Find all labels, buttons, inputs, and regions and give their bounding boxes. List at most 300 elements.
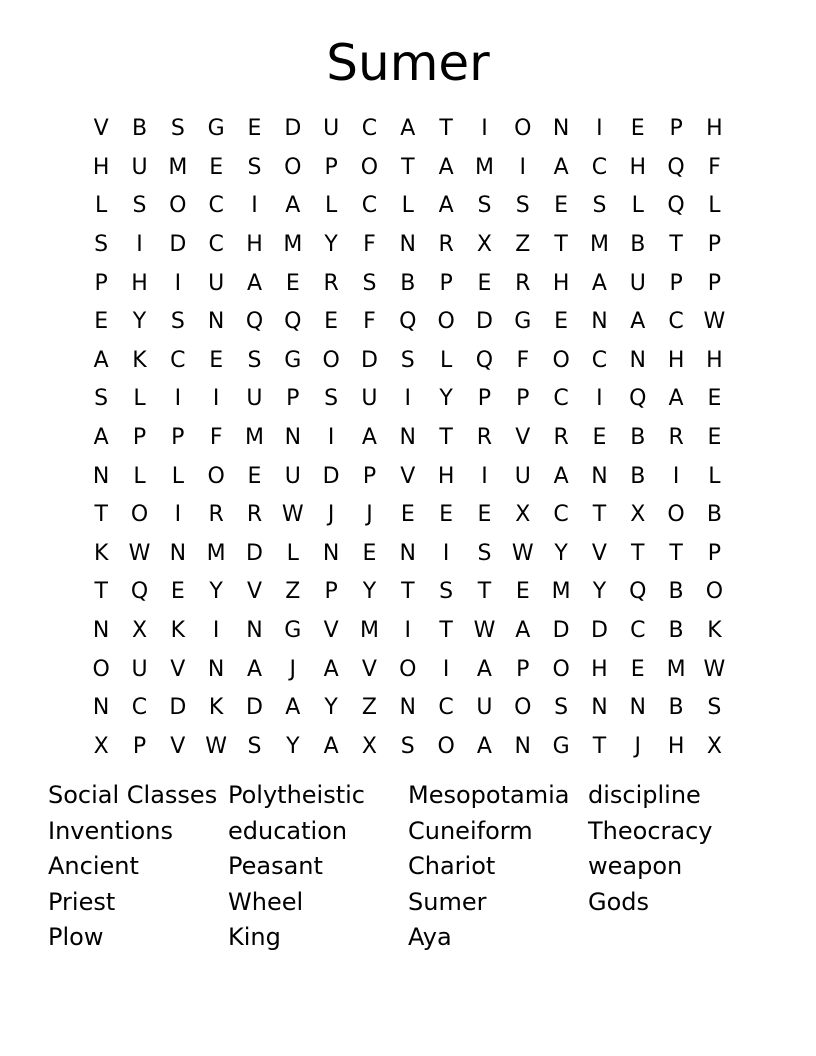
grid-letter: O [130,502,149,528]
grid-letter: E [285,270,300,296]
grid-letter: K [132,347,147,373]
grid-letter: H [667,733,685,759]
grid-letter: V [170,656,186,682]
grid-letter: P [132,733,147,759]
grid-letter: L [631,193,644,219]
grid-letter: Y [439,386,453,412]
grid-letter: E [362,540,377,566]
grid-letter: D [360,347,378,373]
grid-letter: B [706,502,722,528]
grid-letter: D [322,463,340,489]
grid-letter: V [400,463,416,489]
word-list-item: Inventions [48,816,173,845]
grid-row [82,612,734,651]
grid-letter: O [169,193,187,219]
grid-row [82,650,734,689]
word-list-item: Gods [588,887,650,916]
grid-letter: X [361,733,377,759]
grid-letter: V [93,116,109,142]
grid-letter: T [554,232,568,258]
grid-letter: E [324,309,339,335]
grid-letter: E [630,116,645,142]
grid-letter: A [246,270,262,296]
grid-letter: Q [667,193,685,219]
grid-letter: O [322,347,340,373]
grid-letter: U [246,386,263,412]
grid-letter: Y [132,309,147,335]
grid-letter: S [707,695,722,721]
grid-letter: H [552,270,570,296]
grid-row [82,149,734,188]
grid-letter: B [668,618,684,644]
grid-letter: F [708,154,721,180]
grid-letter: A [285,193,301,219]
grid-letter: D [169,695,187,721]
grid-letter: N [629,347,646,373]
grid-letter: N [591,695,608,721]
grid-letter: V [246,579,262,605]
grid-letter: F [209,425,223,451]
grid-letter: U [629,270,646,296]
grid-letter: L [95,193,108,219]
grid-letter: P [516,386,530,412]
grid-letter: P [707,540,722,566]
grid-letter: U [208,270,225,296]
grid-letter: O [552,347,570,373]
grid-letter: P [132,425,147,451]
grid-letter: I [174,270,182,296]
word-list-item: Wheel [228,887,304,916]
grid-letter: T [439,116,453,142]
grid-row [82,689,734,728]
grid-letter: X [630,502,646,528]
page-title: Sumer [326,34,490,92]
grid-letter: N [169,540,187,566]
grid-letter: Y [324,695,338,721]
grid-letter: L [439,347,453,373]
grid-letter: I [672,463,680,489]
grid-letter: E [707,386,722,412]
grid-letter: C [131,695,148,721]
grid-letter: C [170,347,186,373]
grid-letter: E [247,463,262,489]
grid-letter: B [400,270,416,296]
grid-letter: H [437,463,455,489]
grid-letter: N [552,116,570,142]
grid-letter: U [361,386,378,412]
grid-letter: H [706,347,723,373]
grid-letter: G [552,733,570,759]
grid-letter: M [589,232,609,258]
grid-letter: X [476,232,492,258]
grid-letter: M [359,618,379,644]
grid-letter: D [246,695,263,721]
grid-letter: J [289,656,297,682]
grid-letter: S [515,193,530,219]
word-list [48,778,768,956]
grid-letter: L [325,193,338,219]
grid-letter: L [171,463,184,489]
grid-letter: A [553,463,569,489]
grid-letter: A [630,309,646,335]
grid-letter: E [630,656,645,682]
grid-letter: V [323,618,339,644]
grid-letter: V [361,656,377,682]
word-list-item: Social Classes [48,781,218,809]
grid-letter: J [327,502,335,528]
grid-letter: T [439,618,453,644]
grid-letter: G [207,116,225,142]
grid-row [82,303,734,342]
grid-letter: I [404,386,412,412]
grid-letter: T [669,540,683,566]
grid-letter: L [133,386,146,412]
grid-letter: P [286,386,300,412]
grid-letter: Q [475,347,494,373]
grid-letter: A [323,656,339,682]
grid-letter: D [590,618,608,644]
grid-letter: E [209,154,224,180]
grid-letter: S [94,386,109,412]
grid-letter: S [400,347,415,373]
grid-letter: L [133,463,146,489]
grid-row [82,342,734,381]
grid-letter: O [667,502,685,528]
grid-letter: N [629,695,646,721]
grid-letter: M [474,154,494,180]
grid-letter: M [244,425,264,451]
grid-letter: T [669,232,683,258]
grid-letter: P [439,270,453,296]
grid-letter: F [363,232,376,258]
grid-letter: Q [399,309,417,335]
grid-letter: E [515,579,530,605]
grid-letter: O [360,154,379,180]
grid-letter: O [552,656,570,682]
grid-letter: Y [592,579,607,605]
grid-letter: B [668,695,684,721]
grid-letter: A [285,695,301,721]
grid-letter: S [170,309,185,335]
grid-letter: T [477,579,492,605]
grid-letter: E [209,347,224,373]
grid-letter: N [514,733,531,759]
grid-letter: X [131,618,148,644]
grid-letter: A [591,270,607,296]
grid-letter: D [246,540,263,566]
grid-letter: U [514,463,531,489]
grid-letter: P [94,270,108,296]
grid-letter: T [631,540,645,566]
grid-letter: O [437,733,455,759]
grid-letter: C [668,309,684,335]
grid-letter: R [438,232,454,258]
grid-letter: T [94,502,108,528]
grid-letter: U [323,116,340,142]
grid-letter: N [399,425,417,451]
grid-letter: B [630,232,646,258]
grid-letter: C [361,116,378,142]
grid-letter: Y [362,579,377,605]
grid-letter: K [707,618,722,644]
grid-letter: I [404,618,412,644]
word-list-item: Peasant [228,852,323,881]
grid-letter: W [473,618,496,644]
grid-letter: Q [629,579,647,605]
grid-letter: A [323,733,339,759]
grid-letter: O [399,656,417,682]
grid-letter: V [515,425,531,451]
grid-letter: I [136,232,143,258]
grid-letter: U [476,695,493,721]
grid-letter: B [630,463,646,489]
grid-letter: P [669,270,683,296]
grid-letter: H [131,270,148,296]
grid-letter: E [170,579,185,605]
grid-letter: A [476,733,492,759]
grid-letter: P [707,270,722,296]
grid-row [82,496,734,535]
grid-letter: N [207,656,225,682]
grid-letter: N [207,309,225,335]
grid-letter: I [442,656,450,682]
grid-letter: A [93,347,109,373]
grid-letter: D [284,116,302,142]
grid-letter: T [592,502,607,528]
grid-letter: K [208,695,224,721]
grid-letter: I [174,386,182,412]
grid-row [82,187,734,226]
word-list-item: Chariot [408,852,496,881]
grid-letter: R [668,425,684,451]
grid-letter: S [554,695,569,721]
grid-letter: I [251,193,258,219]
grid-letter: G [284,347,302,373]
grid-letter: N [284,425,302,451]
grid-letter: S [324,386,339,412]
grid-letter: Y [209,579,223,605]
grid-letter: W [128,540,151,566]
grid-letter: S [170,116,185,142]
grid-letter: H [246,232,263,258]
word-list-item: Plow [48,923,104,952]
grid-letter: K [93,540,109,566]
grid-letter: R [208,502,224,528]
grid-letter: O [92,656,110,682]
grid-letter: E [477,270,492,296]
grid-letter: C [591,154,608,180]
grid-letter: C [208,193,224,219]
grid-letter: Q [130,579,149,605]
word-list-item: Aya [408,923,452,952]
grid-letter: A [361,425,377,451]
word-list-item: Sumer [408,887,487,916]
grid-letter: S [362,270,377,296]
grid-letter: O [284,154,302,180]
grid-letter: S [477,540,492,566]
grid-letter: A [668,386,684,412]
grid-letter: Y [554,540,568,566]
grid-letter: R [246,502,263,528]
grid-letter: H [667,347,685,373]
grid-letter: N [322,540,340,566]
grid-letter: D [552,618,570,644]
grid-letter: B [630,425,646,451]
grid-letter: E [439,502,454,528]
grid-letter: T [592,733,607,759]
grid-letter: T [439,425,453,451]
grid-letter: I [212,618,220,644]
grid-letter: U [284,463,301,489]
grid-letter: A [246,656,262,682]
grid-letter: N [399,232,417,258]
grid-letter: L [708,193,721,219]
grid-letter: M [168,154,188,180]
grid-letter: I [174,502,182,528]
grid-letter: L [401,193,414,219]
grid-letter: I [481,116,488,142]
letter-grid [82,110,734,766]
grid-letter: L [708,463,721,489]
grid-letter: U [131,154,148,180]
grid-letter: I [519,154,527,180]
grid-row [82,573,734,612]
word-list-item: Mesopotamia [408,781,570,809]
grid-letter: A [476,656,492,682]
grid-letter: A [553,154,569,180]
grid-letter: Z [515,232,531,258]
grid-letter: M [283,232,303,258]
grid-letter: T [401,154,415,180]
grid-letter: S [94,232,109,258]
grid-row [82,457,734,496]
grid-letter: X [706,733,722,759]
grid-row [82,226,734,265]
grid-letter: Z [285,579,301,605]
grid-letter: C [591,347,608,373]
grid-letter: N [399,540,417,566]
grid-letter: Q [667,154,685,180]
grid-letter: E [707,425,722,451]
grid-letter: K [170,618,186,644]
grid-letter: B [668,579,684,605]
grid-letter: Y [286,733,300,759]
grid-letter: W [205,733,228,759]
grid-letter: Q [629,386,647,412]
grid-letter: I [442,540,450,566]
grid-letter: M [206,540,226,566]
grid-letter: J [366,502,373,528]
grid-letter: S [439,579,454,605]
grid-letter: I [481,463,488,489]
grid-letter: Q [284,309,302,335]
grid-letter: N [92,463,110,489]
grid-letter: A [438,154,454,180]
grid-letter: C [361,193,378,219]
grid-letter: E [554,309,569,335]
grid-letter: B [131,116,148,142]
word-list-item: education [228,816,348,845]
grid-letter: I [327,425,335,451]
grid-letter: A [400,116,416,142]
grid-letter: E [94,309,109,335]
grid-letter: W [281,502,304,528]
grid-letter: P [324,579,338,605]
grid-letter: N [591,463,608,489]
grid-letter: C [630,618,646,644]
grid-letter: N [246,618,263,644]
grid-letter: H [591,656,608,682]
grid-letter: O [514,695,532,721]
grid-letter: P [362,463,377,489]
grid-letter: R [515,270,531,296]
grid-letter: E [477,502,492,528]
grid-letter: M [666,656,686,682]
grid-letter: I [212,386,220,412]
grid-letter: D [475,309,493,335]
grid-letter: O [207,463,225,489]
grid-letter: P [324,154,338,180]
word-list-item: Theocracy [588,816,713,845]
grid-letter: P [707,232,722,258]
grid-letter: C [553,502,569,528]
grid-letter: Q [245,309,264,335]
grid-letter: U [131,656,148,682]
grid-letter: C [553,386,569,412]
grid-letter: E [247,116,262,142]
grid-letter: O [705,579,724,605]
word-list-item: weapon [588,852,683,881]
grid-letter: Z [361,695,377,721]
word-list-item: discipline [588,781,701,809]
grid-letter: X [93,733,109,759]
grid-letter: S [477,193,492,219]
grid-letter: C [438,695,454,721]
grid-letter: E [592,425,607,451]
grid-letter: A [515,618,531,644]
grid-letter: F [363,309,376,335]
grid-letter: A [438,193,454,219]
grid-letter: S [400,733,415,759]
word-list-item: Priest [48,887,116,916]
grid-row [82,728,734,767]
grid-letter: J [634,733,641,759]
grid-letter: Y [324,232,338,258]
grid-row [82,264,734,303]
grid-letter: S [247,347,262,373]
grid-letter: P [171,425,185,451]
grid-letter: P [669,116,683,142]
grid-letter: F [516,347,530,373]
grid-letter: E [554,193,569,219]
grid-letter: I [596,386,603,412]
grid-row [82,380,734,419]
grid-letter: D [169,232,187,258]
grid-letter: S [592,193,607,219]
word-list-item: King [228,923,281,952]
grid-letter: W [511,540,534,566]
grid-letter: H [629,154,647,180]
grid-letter: G [284,618,302,644]
grid-letter: I [596,116,603,142]
grid-letter: H [706,116,723,142]
grid-letter: R [553,425,569,451]
grid-letter: R [476,425,493,451]
grid-letter: N [92,618,110,644]
grid-letter: N [92,695,110,721]
grid-letter: L [286,540,299,566]
grid-letter: R [323,270,339,296]
